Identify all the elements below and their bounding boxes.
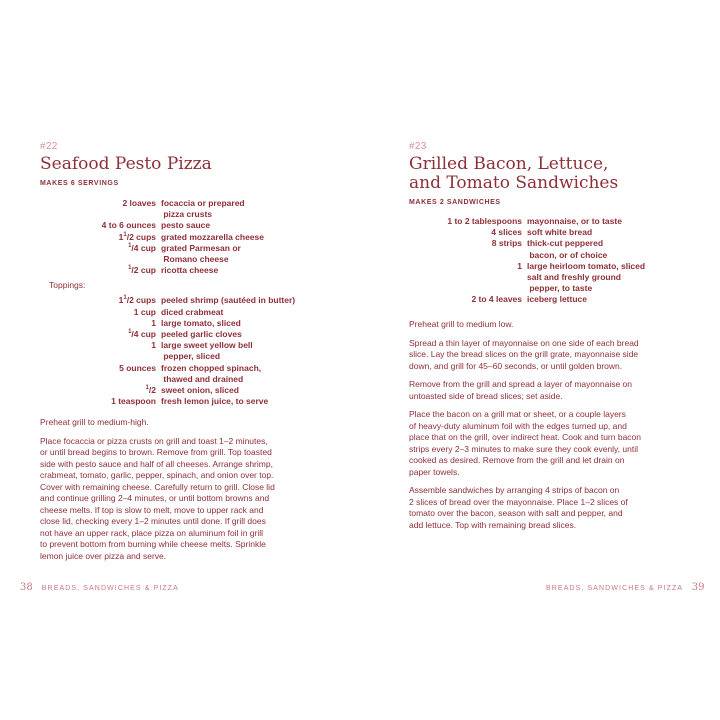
quantity-unit: cups [133,231,156,242]
fraction-numerator: 1 [128,265,132,272]
right-page [409,0,705,720]
servings-label: MAKES 2 SANDWICHES [409,199,501,206]
fraction-slash: / [148,385,152,396]
recipe-number: #23 [409,141,427,152]
ingredient-quantity: 1 [151,317,156,328]
ingredient-row [40,220,295,231]
page-footer [20,582,179,593]
quantity-unit: cup [138,265,156,276]
ingredient-name: sweet onion, sliced [161,385,239,396]
fraction-denominator: 4 [133,242,139,253]
ingredient-quantity: 2 loaves [122,198,156,208]
ingredient-row [40,307,295,318]
page-number: 38 [20,582,33,593]
ingredient-row [409,227,645,238]
section-name: BREADS, SANDWICHES & PIZZA [41,585,179,592]
ingredient-name: large sweet yellow bell pepper, sliced [161,340,253,362]
quantity-whole: 1 [118,231,124,242]
ingredient-quantity [40,329,156,340]
ingredient-name: focaccia or prepared pizza crusts [161,198,245,220]
page-number: 39 [691,582,705,593]
ingredient-name: grated mozzarella cheese [161,231,264,242]
ingredient-row [40,363,295,385]
quantity-unit: cups [133,295,156,306]
fraction-numerator: 1 [145,385,149,392]
ingredient-list [40,198,295,407]
fraction-denominator: 4 [133,329,139,340]
direction-paragraph: Place focaccia or pizza crusts on grill and toast 1–2 minutes, or until bread begins to brown. Remove from grill. Top toasted side with pesto sauce and half of all cheeses. Arrange shrimp, crabmeat, tomato, garlic, pepper, spinach, and onion over top. Cover with remaining cheese. Carefully return to grill. Close lid and continue grilling 2–4 minutes, or until bottom browns and cheese melts. If top is slow to melt, move to upper rack and close lid, checking every 1–2 minutes until done. If grill does not have an upper rack, place pizza on aluminum foil in grill to prevent bottom from burning while cheese melts. Sprinkle lemon juice over pizza and serve. [40,435,275,561]
ingredient-name: pesto sauce [161,220,211,231]
quantity-unit: cup [138,242,156,253]
quantity-unit: cup [138,329,156,340]
ingredient-row [40,385,295,396]
ingredient-name: iceberg lettuce [527,294,587,305]
ingredient-name: frozen chopped spinach, thawed and drained [161,362,262,384]
fraction-slash: / [131,265,134,276]
fraction-slash: / [131,242,134,253]
direction-paragraph: Remove from the grill and spread a layer of mayonnaise on untoasted side of bread slices; set aside. [409,379,633,401]
ingredient-row [409,272,645,294]
left-page [20,0,315,720]
ingredient-quantity [409,272,522,294]
ingredient-quantity: 5 ounces [119,362,156,373]
ingredient-name: large tomato, sliced [161,317,241,328]
fraction-denominator: 2 [129,231,134,242]
ingredient-quantity: 2 to 4 leaves [471,294,522,305]
direction-paragraph: Spread a thin layer of mayonnaise on one side of each bread slice. Lay the bread slices on the grill grate, mayonnaise side down, and grill for 45–60 seconds, or until golden brown. [409,337,639,371]
ingredient-quantity [40,232,156,243]
recipe-title-line-1: Grilled Bacon, Lettuce, [409,154,609,174]
ingredient-name: fresh lemon juice, to serve [161,396,269,407]
ingredient-row [40,295,295,306]
ingredient-row [409,238,645,260]
ingredient-row [40,265,295,276]
ingredient-row [40,396,295,407]
page-footer [546,582,705,593]
ingredient-name: thick-cut peppered bacon, or of choice [527,238,608,260]
ingredient-name: mayonnaise, or to taste [527,216,622,226]
ingredient-quantity [40,385,156,396]
fraction-slash: / [126,231,130,242]
fraction-denominator: 2 [129,295,134,306]
fraction-denominator: 2 [133,265,139,276]
ingredient-row [40,329,295,340]
ingredient-row [40,232,295,243]
ingredient-row [409,216,645,227]
recipe-directions [40,417,320,569]
ingredient-name: peeled garlic cloves [161,329,242,340]
fraction-denominator: 2 [151,385,156,396]
ingredient-quantity: 1 [517,260,522,271]
ingredient-row [40,318,295,329]
fraction-numerator: 1 [123,231,127,238]
fraction-numerator: 1 [128,329,132,336]
ingredient-quantity: 1 to 2 tablespoons [447,216,522,226]
ingredient-name: soft white bread [527,227,593,238]
servings-label: MAKES 6 SERVINGS [40,180,119,187]
ingredient-row [409,294,645,305]
ingredient-quantity: 1 cup [133,306,156,317]
recipe-title: Seafood Pesto Pizza [40,154,212,174]
section-name: BREADS, SANDWICHES & PIZZA [546,585,683,592]
fraction-numerator: 1 [123,295,127,302]
ingredient-row [40,198,295,220]
fraction-slash: / [126,295,130,306]
ingredient-name: grated Parmesan or Romano cheese [161,242,241,265]
ingredient-row [40,243,295,265]
ingredient-quantity [40,295,156,306]
ingredient-quantity [40,243,156,265]
ingredient-name: peeled shrimp (sautéed in butter) [161,295,296,306]
ingredient-quantity: 1 [151,340,156,351]
ingredient-name: large heirloom tomato, sliced [527,260,646,271]
fraction-numerator: 1 [128,242,132,249]
ingredient-quantity: 4 slices [491,227,522,238]
ingredient-quantity [40,265,156,276]
recipe-title-line-2: and Tomato Sandwiches [409,173,619,193]
ingredient-row [409,261,645,272]
ingredient-name: salt and freshly ground pepper, to taste [527,272,621,294]
ingredient-row [40,340,295,362]
ingredient-name: diced crabmeat [161,306,224,317]
ingredient-list [409,216,645,306]
recipe-number: #22 [40,141,58,152]
direction-paragraph: Place the bacon on a grill mat or sheet, or a couple layers of heavy-duty aluminum foil with the edges turned up, and place that on the grill, over indirect heat. Cook and turn bacon strips every 2–3 minutes to make sure they cook evenly, until cooked as desired. Remove from the grill and let drain on paper towels. [409,409,642,477]
toppings-label: Toppings: [49,280,86,291]
ingredient-name: ricotta cheese [161,265,219,276]
recipe-directions [409,319,689,538]
direction-paragraph: Preheat grill to medium low. [409,319,514,329]
fraction-slash: / [131,329,134,340]
direction-paragraph: Preheat grill to medium-high. [40,417,149,427]
ingredient-quantity: 8 strips [491,238,522,249]
direction-paragraph: Assemble sandwiches by arranging 4 strips of bacon on 2 slices of bread over the mayonnaise. Place 1–2 slices of tomato over the bacon, season with salt and pepper, and add lettuce. Top with remaining bread slices. [409,485,628,530]
recipe-title [409,155,618,193]
quantity-whole: 1 [118,295,124,306]
ingredient-quantity: 1 teaspoon [111,396,156,407]
ingredient-quantity: 4 to 6 ounces [101,220,156,231]
